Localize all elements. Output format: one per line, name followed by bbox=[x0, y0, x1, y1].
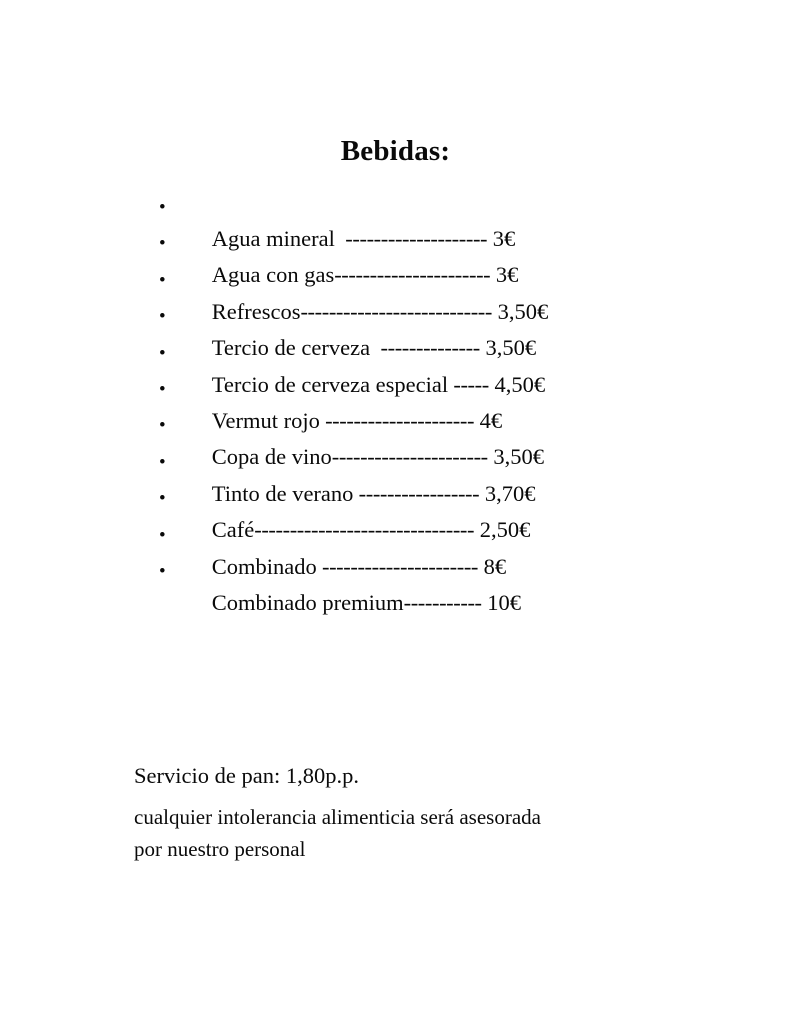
list-item bbox=[150, 553, 750, 615]
allergy-note bbox=[134, 802, 754, 865]
bullet-icon: • bbox=[159, 560, 166, 582]
drink-price: 2,50€ bbox=[474, 517, 531, 543]
drink-price: 3€ bbox=[490, 262, 519, 288]
dot-leader: -------------- bbox=[370, 335, 480, 361]
page-title: Bebidas: bbox=[340, 135, 451, 167]
drinks-list bbox=[150, 192, 750, 615]
dot-leader: ----------------- bbox=[353, 480, 480, 506]
drink-name: Agua mineral bbox=[211, 226, 335, 251]
bullet-icon: • bbox=[159, 451, 166, 473]
dot-leader: --------------------------- bbox=[300, 298, 492, 324]
dot-leader: ----- bbox=[448, 371, 489, 397]
allergy-note-line-1: cualquier intolerancia alimenticia será asesorada bbox=[134, 805, 541, 829]
drink-name: Combinado premium bbox=[211, 589, 404, 615]
dot-leader: -------------------- bbox=[334, 226, 488, 251]
drink-price: 3,70€ bbox=[479, 480, 536, 506]
list-item bbox=[150, 298, 750, 361]
drink-name: Tinto de verano bbox=[211, 480, 354, 506]
bullet-icon: • bbox=[159, 524, 166, 546]
list-item bbox=[150, 371, 750, 433]
bullet-icon: • bbox=[159, 488, 166, 510]
dot-leader: ---------------------- bbox=[316, 553, 479, 579]
drink-name: Vermut rojo bbox=[211, 407, 320, 433]
dot-leader: ------------------------------- bbox=[254, 517, 475, 543]
drink-name: Refrescos bbox=[211, 298, 301, 324]
dot-leader: --------------------- bbox=[319, 407, 475, 433]
drink-name: Tercio de cerveza bbox=[211, 335, 371, 361]
footer-notes bbox=[134, 760, 754, 865]
drink-price: 3€ bbox=[487, 226, 516, 251]
list-item bbox=[150, 265, 750, 324]
drink-name: Copa de vino bbox=[211, 444, 332, 470]
drink-price: 10€ bbox=[481, 589, 522, 615]
list-item bbox=[150, 228, 750, 288]
drink-name: Agua con gas bbox=[211, 262, 335, 288]
dot-leader: ---------------------- bbox=[334, 262, 491, 288]
dot-leader: ---------------------- bbox=[331, 444, 488, 470]
bullet-icon: • bbox=[159, 233, 166, 255]
drink-name: Café bbox=[211, 517, 255, 543]
list-item bbox=[150, 480, 750, 543]
bullet-icon: • bbox=[159, 306, 166, 328]
drink-price: 3,50€ bbox=[491, 298, 549, 324]
bullet-icon: • bbox=[159, 269, 166, 291]
drink-price: 3,50€ bbox=[479, 335, 537, 361]
drink-price: 4€ bbox=[474, 407, 503, 433]
bullet-icon: • bbox=[159, 342, 166, 364]
list-item bbox=[150, 338, 750, 397]
drink-name: Combinado bbox=[211, 553, 317, 579]
bullet-icon: • bbox=[159, 197, 166, 218]
list-item bbox=[150, 192, 750, 251]
allergy-note-line-2: por nuestro personal bbox=[134, 836, 306, 861]
bullet-icon: • bbox=[159, 378, 166, 400]
list-item bbox=[150, 520, 750, 579]
drink-price: 8€ bbox=[478, 553, 507, 579]
dot-leader: ----------- bbox=[403, 589, 482, 615]
drink-price: 4,50€ bbox=[488, 371, 546, 397]
list-item bbox=[150, 447, 750, 506]
drink-name: Tercio de cerveza especial bbox=[211, 371, 449, 397]
drink-price: 3,50€ bbox=[487, 444, 545, 470]
list-item bbox=[150, 407, 750, 470]
bullet-icon: • bbox=[159, 415, 166, 437]
bread-service-note: Servicio de pan: 1,80p.p. bbox=[134, 763, 359, 788]
